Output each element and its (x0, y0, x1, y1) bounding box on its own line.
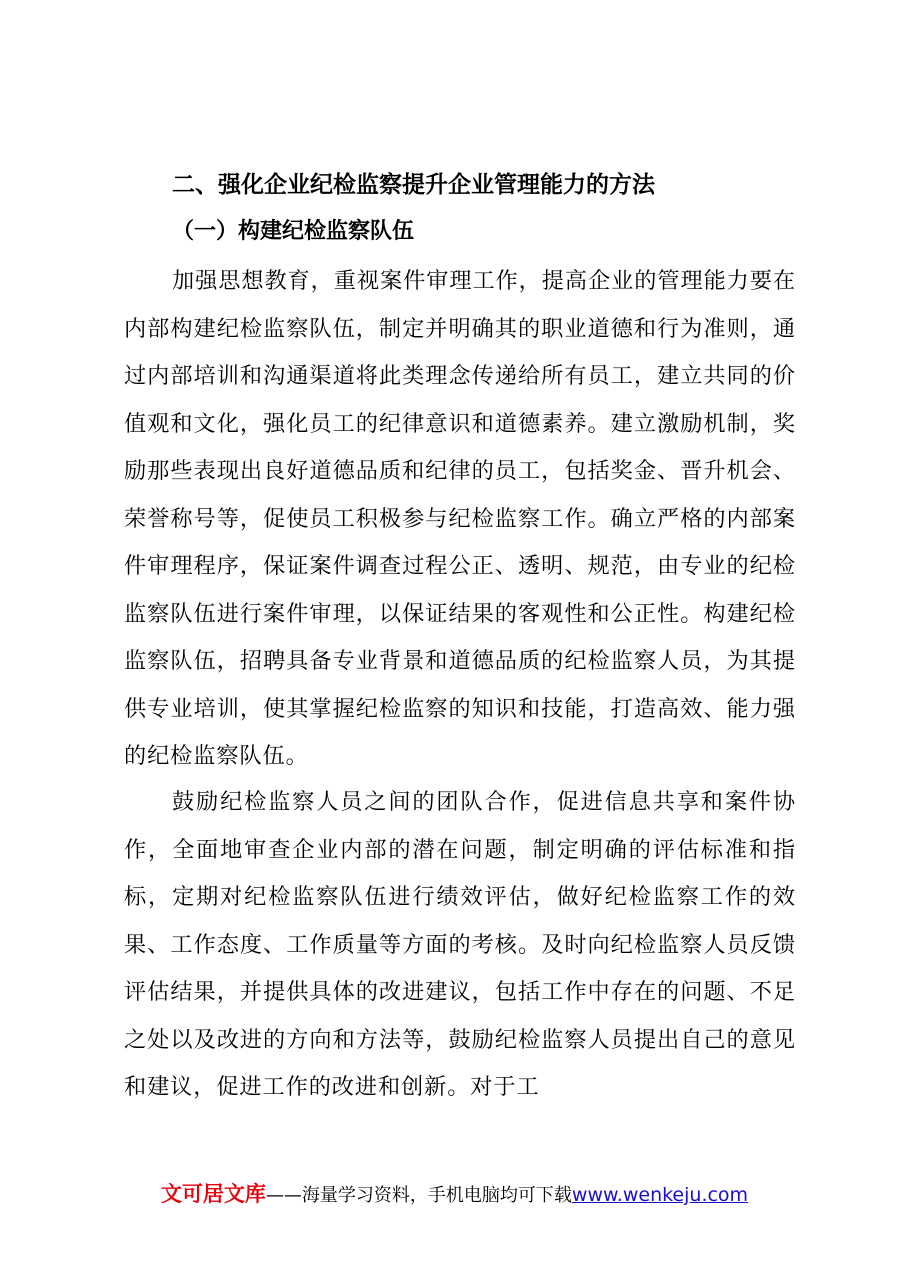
footer-brand: 文可居文库 (160, 1182, 266, 1206)
section-heading: 二、强化企业纪检监察提升企业管理能力的方法 (172, 172, 655, 198)
subsection-heading: （一）构建纪检监察队伍 (172, 218, 415, 244)
body-paragraph: 加强思想教育，重视案件审理工作，提高企业的管理能力要在内部构建纪检监察队伍，制定并明确其的职业道德和行为准则，通过内部培训和沟通渠道将此类理念传递给所有员工，建立共同的价值观和文化，强化员工的纪律意识和道德素养。建立激励机制，奖励那些表现出良好道德品质和纪律的员工，包括奖金、晋升机会、荣誉称号等，促使员工积极参与纪检监察工作。确立严格的内部案件审理程序，保证案件调查过程公正、透明、规范，由专业的纪检监察队伍进行案件审理，以保证结果的客观性和公正性。构建纪检监察队伍，招聘具备专业背景和道德品质的纪检监察人员，为其提供专业培训，使其掌握纪检监察的知识和技能，打造高效、能力强的纪检监察队伍。 (124, 268, 796, 769)
body-paragraph: 鼓励纪检监察人员之间的团队合作，促进信息共享和案件协作，全面地审查企业内部的潜在问题，制定明确的评估标准和指标，定期对纪检监察队伍进行绩效评估，做好纪检监察工作的效果、工作态度、工作质量等方面的考核。及时向纪检监察人员反馈评估结果，并提供具体的改进建议，包括工作中存在的问题、不足之处以及改进的方向和方法等，鼓励纪检监察人员提出自己的意见和建议，促进工作的改进和创新。对于工 (124, 789, 796, 1100)
footer-slogan: ——海量学习资料，手机电脑均可下载 (265, 1185, 572, 1206)
footer-banner (0, 1180, 909, 1210)
footer-website-link[interactable]: www.wenkeju.com (571, 1184, 749, 1206)
